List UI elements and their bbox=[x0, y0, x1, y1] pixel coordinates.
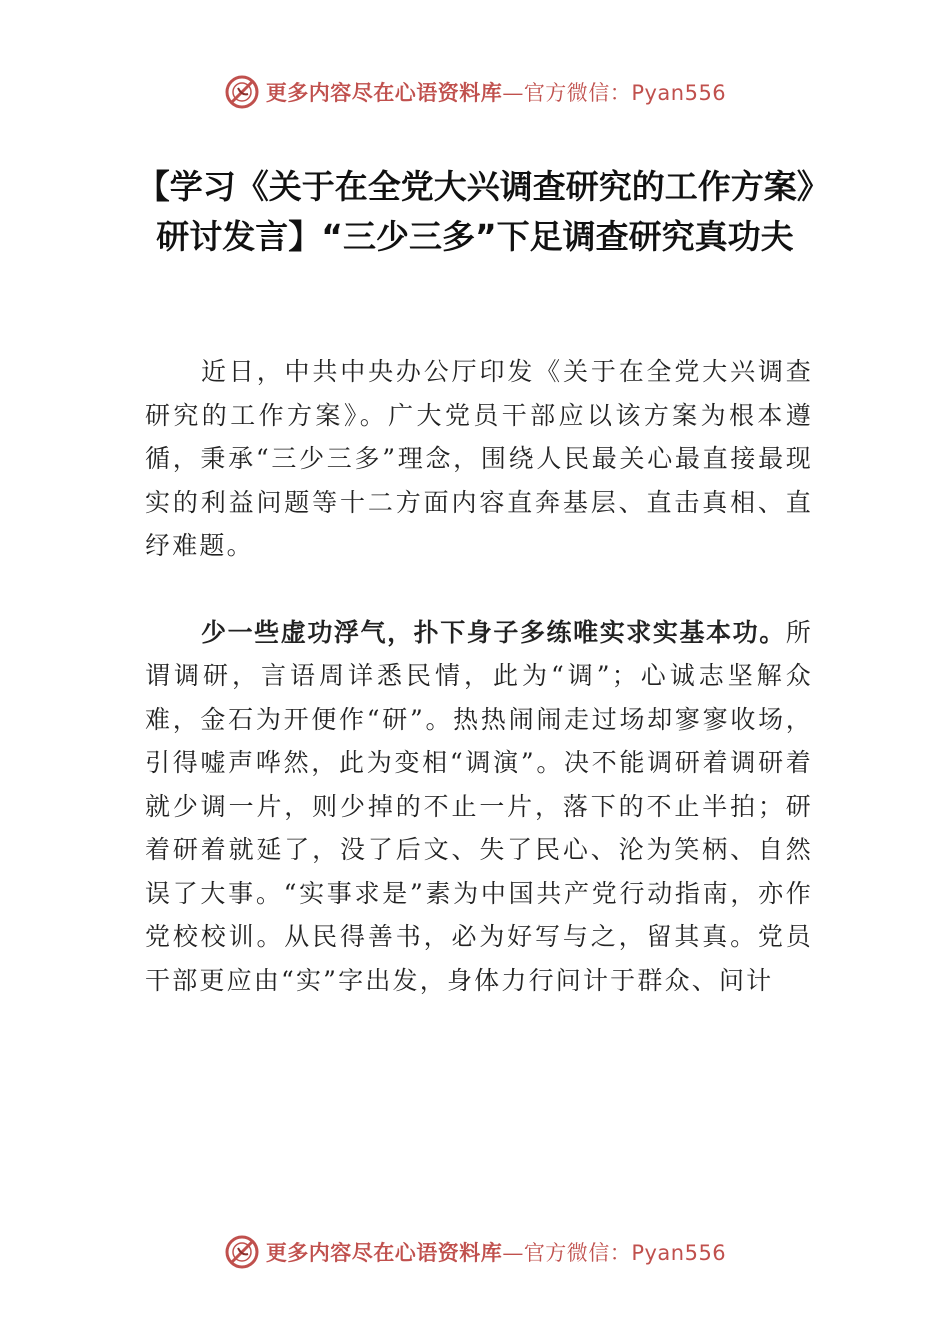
header-banner bbox=[0, 70, 950, 114]
seal-logo-icon bbox=[224, 1234, 260, 1270]
section1-heading: 少一些虚功浮气，扑下身子多练唯实求实基本功。 bbox=[201, 617, 786, 647]
header-wechat-label: 官方微信： bbox=[523, 81, 632, 105]
footer-wechat-id: Pyan556 bbox=[631, 1241, 727, 1265]
footer-banner bbox=[0, 1230, 950, 1274]
footer-wechat-label: 官方微信： bbox=[523, 1241, 632, 1265]
footer-banner-text bbox=[266, 1237, 726, 1267]
seal-logo-icon bbox=[224, 74, 260, 110]
header-brand: 更多内容尽在心语资料库 bbox=[265, 80, 503, 105]
footer-separator: — bbox=[502, 1241, 524, 1265]
footer-brand: 更多内容尽在心语资料库 bbox=[265, 1240, 503, 1265]
header-banner-text bbox=[266, 77, 726, 107]
section1-paragraph bbox=[145, 611, 813, 1003]
section1-body: 所谓调研，言语周详悉民情，此为“调”；心诚志坚解众难，金石为开便作“研”。热热闹闹走过场却寥寥收场，引得嘘声哗然，此为变相“调演”。决不能调研着调研着就少调一片，则少掉的不止一片，落下的不止半拍；研着研着就延了，没了后文、失了民心、沦为笑柄、自然误了大事。“实事求是”素为中国共产党行动指南，亦作党校校训。从民得善书，必为好写与之，留其真。党员干部更应由“实”字出发，身体力行问计于群众、问计 bbox=[145, 617, 813, 995]
intro-paragraph: 近日，中共中央办公厅印发《关于在全党大兴调查研究的工作方案》。广大党员干部应以该方案为根本遵循，秉承“三少三多”理念，围绕人民最关心最直接最现实的利益问题等十二方面内容直奔基层、直击真相、直纾难题。 bbox=[145, 357, 813, 560]
document-title: 【学习《关于在全党大兴调查研究的工作方案》研讨发言】“三少三多”下足调查研究真功夫 bbox=[136, 167, 814, 256]
header-wechat-id: Pyan556 bbox=[631, 81, 727, 105]
header-separator: — bbox=[502, 81, 524, 105]
document-body bbox=[145, 350, 813, 1002]
